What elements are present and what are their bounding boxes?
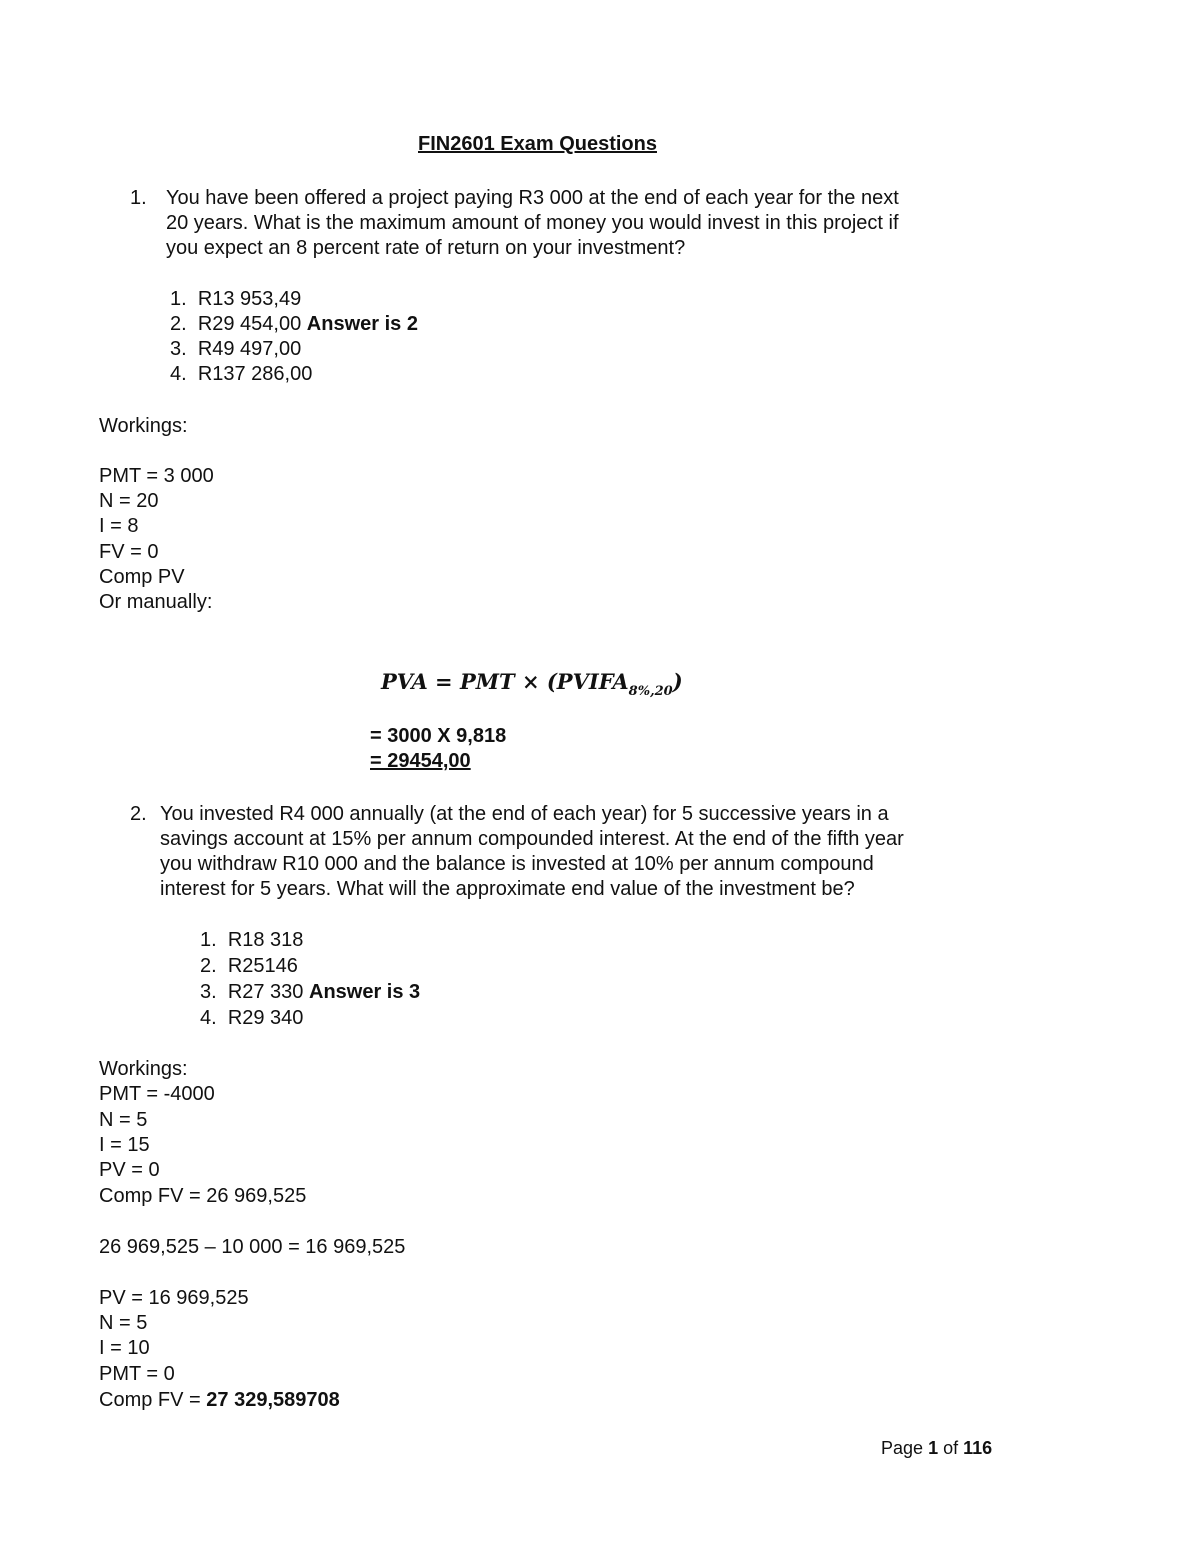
page-word: Page bbox=[881, 1438, 924, 1458]
question-2-number: 2. bbox=[130, 803, 147, 825]
q2-option-num: 1. bbox=[200, 929, 217, 951]
q2-working-line: PMT = -4000 bbox=[99, 1083, 215, 1105]
question-1-line: You have been offered a project paying R3 000 at the end of each year for the next bbox=[166, 187, 899, 209]
q2-option bbox=[200, 954, 298, 978]
q2-option bbox=[200, 1006, 303, 1030]
q2-option bbox=[200, 928, 303, 952]
q1-option bbox=[170, 312, 418, 336]
q2-final-label: Comp FV = bbox=[99, 1389, 207, 1411]
page-of: of bbox=[943, 1438, 959, 1458]
formula-main: PVA = PMT × (PVIFA bbox=[381, 669, 629, 694]
q1-result: = 29454,00 bbox=[370, 750, 471, 772]
q1-option-num: 1. bbox=[170, 288, 187, 310]
formula-subscript: 8%,20 bbox=[628, 684, 673, 699]
q2-option-text: R18 318 bbox=[227, 929, 304, 951]
question-2-line: You invested R4 000 annually (at the end of each year) for 5 successive years in a bbox=[160, 803, 889, 825]
q2-option-text: R25146 bbox=[227, 955, 298, 977]
q1-working-line: N = 20 bbox=[99, 490, 159, 512]
q2-working-line: PV = 0 bbox=[99, 1159, 160, 1181]
q1-option-num: 3. bbox=[170, 338, 187, 360]
q2-working-line: I = 15 bbox=[99, 1134, 150, 1156]
question-1-number: 1. bbox=[130, 187, 147, 209]
q2-working-line: PV = 16 969,525 bbox=[99, 1287, 249, 1309]
pva-formula bbox=[381, 670, 683, 704]
q1-option-num: 4. bbox=[170, 363, 187, 385]
page-total: 116 bbox=[963, 1438, 993, 1458]
page-number bbox=[881, 1436, 992, 1460]
q2-option bbox=[200, 980, 420, 1004]
question-2-line: interest for 5 years. What will the approximate end value of the investment be? bbox=[160, 878, 855, 900]
q1-workings-label: Workings: bbox=[99, 415, 188, 437]
q2-option-num: 4. bbox=[200, 1007, 217, 1029]
q2-answer-note: Answer is 3 bbox=[309, 981, 421, 1003]
page-current: 1 bbox=[928, 1438, 939, 1458]
q2-workings-label: Workings: bbox=[99, 1058, 188, 1080]
q1-option bbox=[170, 337, 301, 361]
q1-option bbox=[170, 287, 301, 311]
q1-option-text: R29 454,00 bbox=[197, 313, 302, 335]
q2-working-line: PMT = 0 bbox=[99, 1363, 175, 1385]
formula-close: ) bbox=[672, 669, 683, 694]
q1-option-text: R49 497,00 bbox=[197, 338, 302, 360]
q2-option-text: R27 330 bbox=[227, 981, 304, 1003]
question-2-line: you withdraw R10 000 and the balance is invested at 10% per annum compound bbox=[160, 853, 874, 875]
q1-option bbox=[170, 362, 312, 386]
q1-working-line: PMT = 3 000 bbox=[99, 465, 214, 487]
question-1-line: 20 years. What is the maximum amount of money you would invest in this project if bbox=[166, 212, 899, 234]
q2-working-line: N = 5 bbox=[99, 1312, 148, 1334]
q1-option-num: 2. bbox=[170, 313, 187, 335]
q2-final-value: 27 329,589708 bbox=[206, 1389, 340, 1411]
q2-option-num: 2. bbox=[200, 955, 217, 977]
q1-working-line: Or manually: bbox=[99, 591, 213, 613]
q1-working-line: Comp PV bbox=[99, 566, 185, 588]
q2-subtraction: 26 969,525 – 10 000 = 16 969,525 bbox=[99, 1236, 406, 1258]
question-2-line: savings account at 15% per annum compounded interest. At the end of the fifth year bbox=[160, 828, 904, 850]
q2-working-line: Comp FV = 26 969,525 bbox=[99, 1185, 307, 1207]
q2-option-text: R29 340 bbox=[227, 1007, 304, 1029]
q2-working-line: I = 10 bbox=[99, 1337, 150, 1359]
question-1-line: you expect an 8 percent rate of return on your investment? bbox=[166, 237, 686, 259]
q2-final-result bbox=[99, 1388, 340, 1412]
q2-working-line: N = 5 bbox=[99, 1109, 148, 1131]
q1-working-line: I = 8 bbox=[99, 515, 139, 537]
q1-option-text: R137 286,00 bbox=[197, 363, 313, 385]
q2-option-num: 3. bbox=[200, 981, 217, 1003]
q1-answer-note: Answer is 2 bbox=[306, 313, 418, 335]
page-title: FIN2601 Exam Questions bbox=[418, 133, 657, 155]
q1-option-text: R13 953,49 bbox=[197, 288, 302, 310]
q1-working-line: FV = 0 bbox=[99, 541, 159, 563]
q1-calculation: = 3000 X 9,818 bbox=[370, 725, 507, 747]
